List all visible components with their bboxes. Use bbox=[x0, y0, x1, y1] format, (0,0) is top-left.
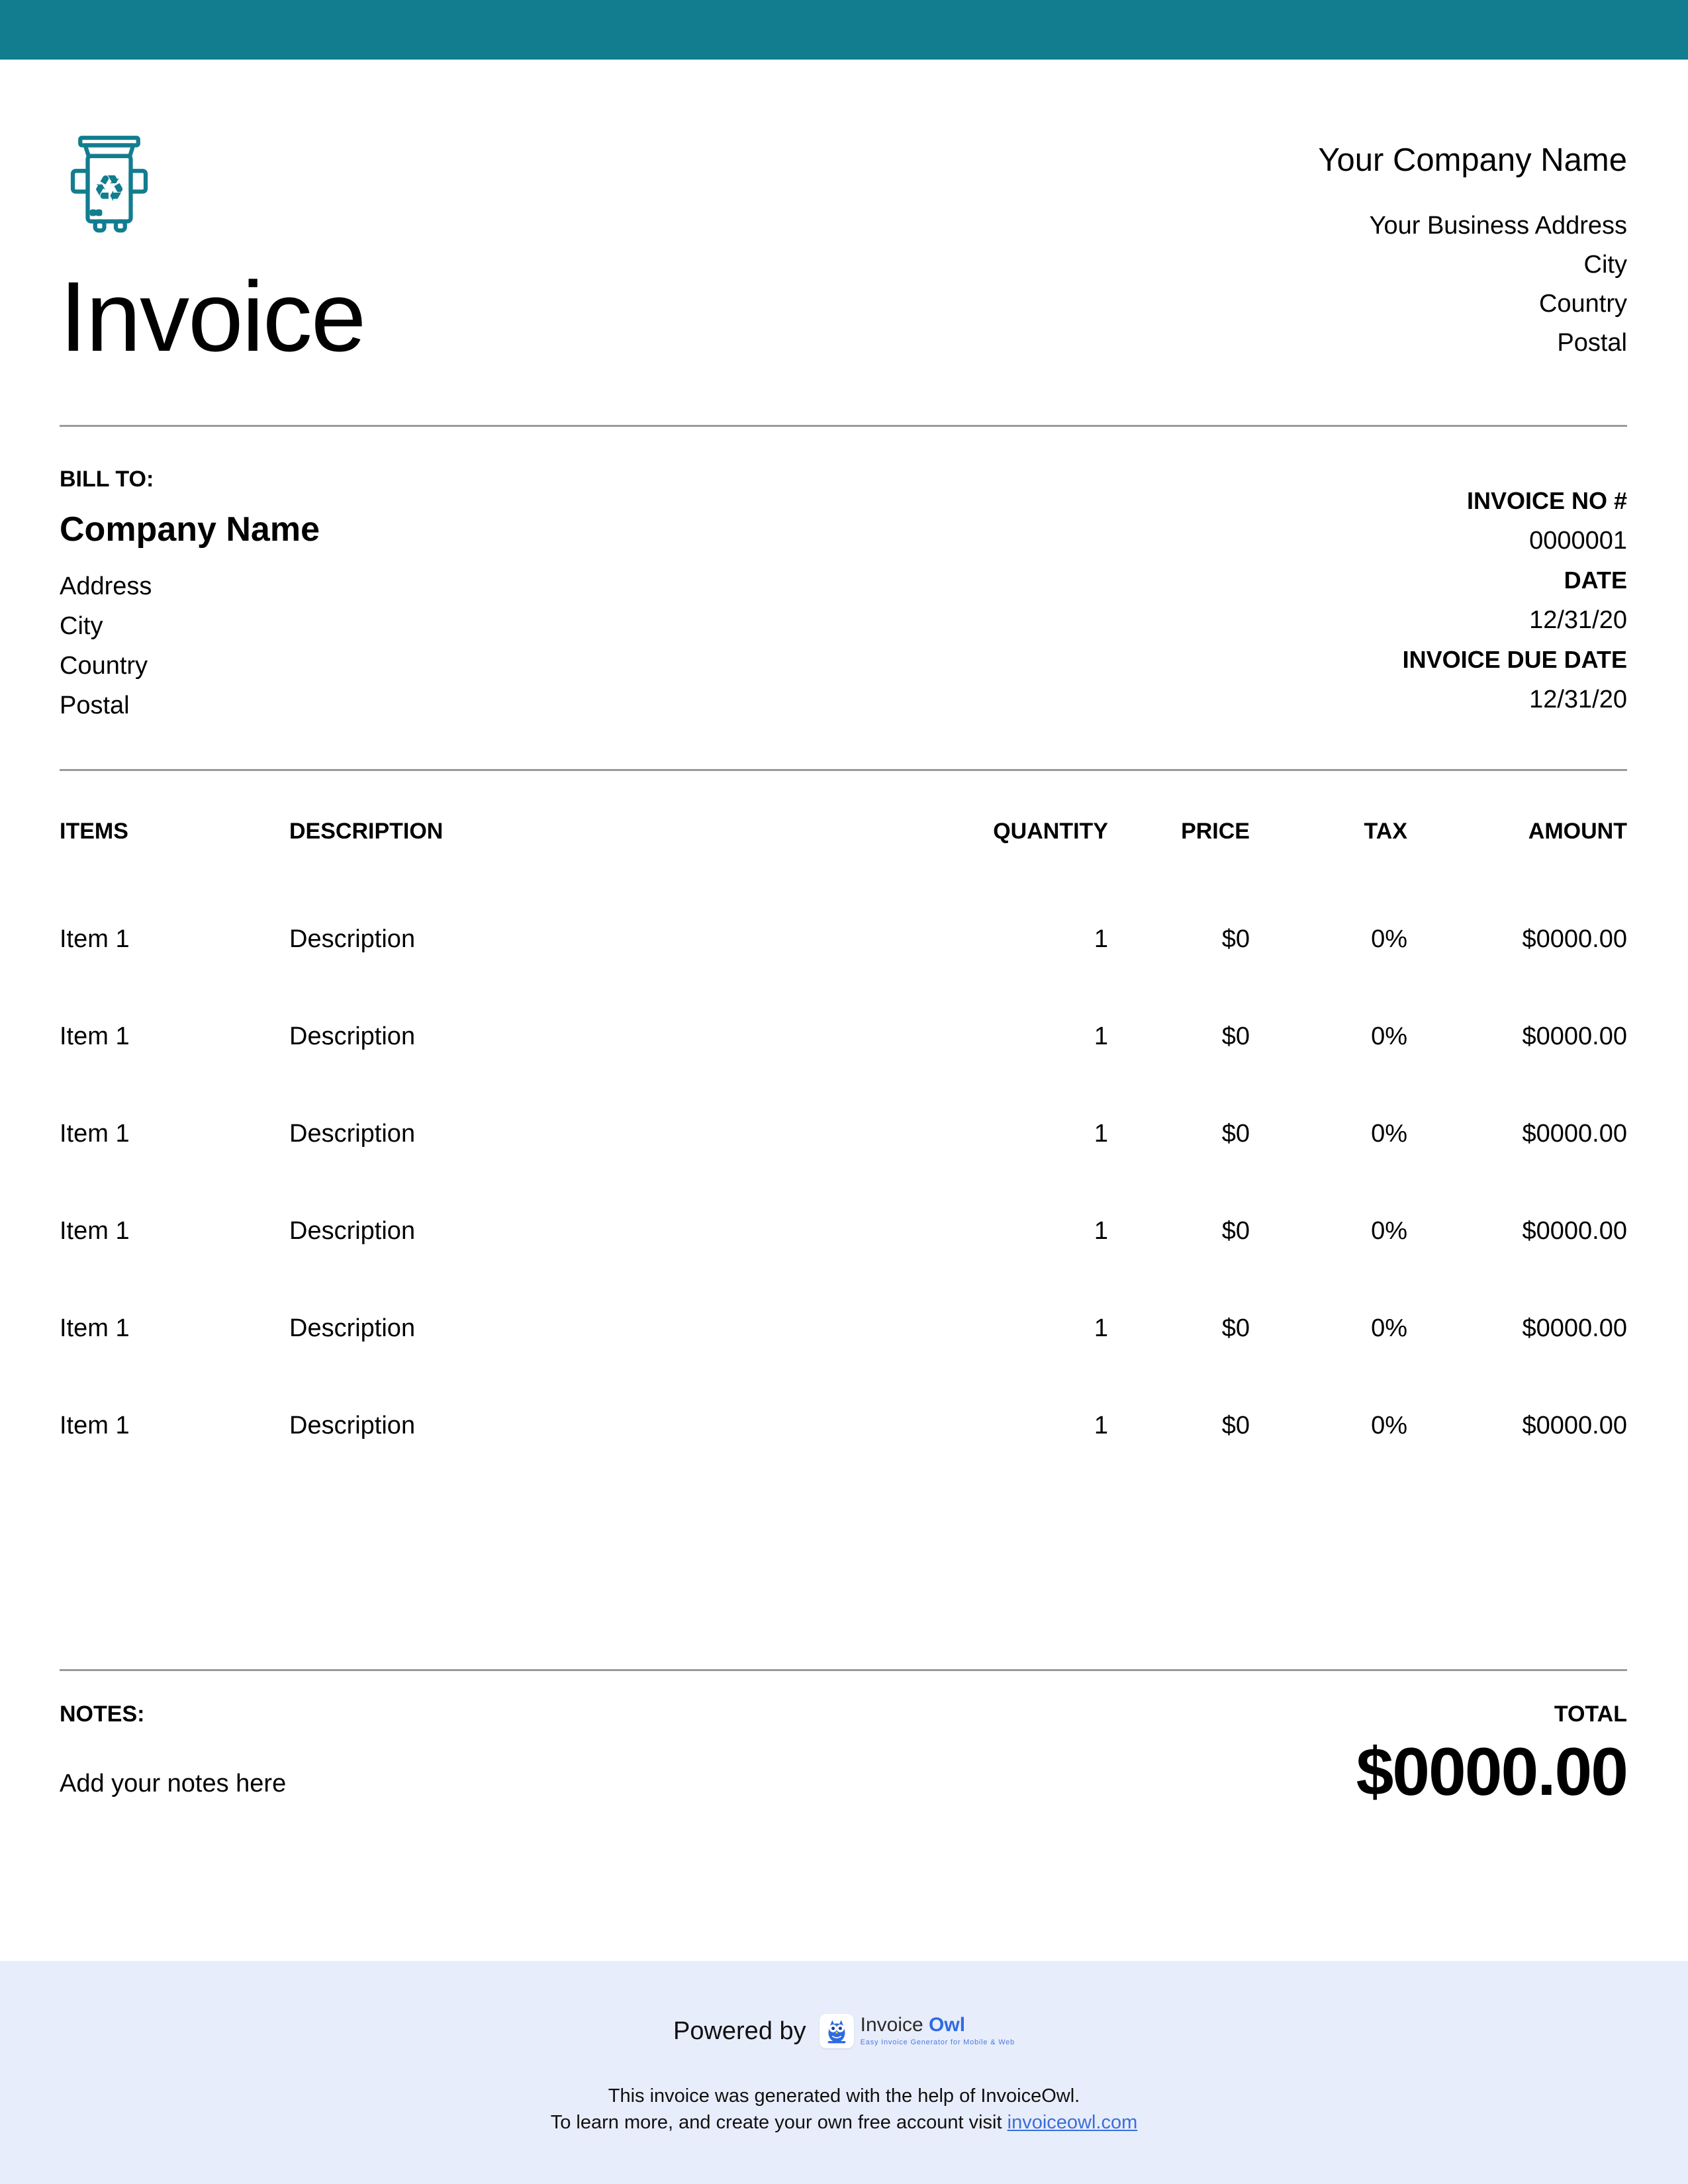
item-amount-cell: $0000.00 bbox=[1522, 1411, 1627, 1439]
dumpster-recycle-icon bbox=[60, 134, 159, 233]
item-quantity-cell: 1 bbox=[1094, 1216, 1108, 1245]
item-description-cell: Description bbox=[289, 925, 416, 953]
footer bbox=[0, 1961, 1688, 2184]
item-tax-cell: 0% bbox=[1371, 1022, 1407, 1050]
company-address-line: City bbox=[1583, 251, 1627, 279]
column-header-description: DESCRIPTION bbox=[289, 818, 444, 844]
company-address-line: Country bbox=[1538, 290, 1627, 318]
company-address-line: Your Business Address bbox=[1369, 212, 1627, 240]
footer-note-line1: This invoice was generated with the help of InvoiceOwl. bbox=[608, 2085, 1080, 2107]
item-quantity-cell: 1 bbox=[1094, 1411, 1108, 1439]
total-value: $0000.00 bbox=[1356, 1733, 1627, 1809]
brand-name: Invoice Owl bbox=[860, 2014, 966, 2036]
item-amount-cell: $0000.00 bbox=[1522, 1119, 1627, 1148]
table-row bbox=[60, 1314, 1627, 1343]
bill-to-company: Company Name bbox=[60, 510, 320, 549]
item-quantity-cell: 1 bbox=[1094, 1022, 1108, 1050]
invoice-date-label: DATE bbox=[1564, 566, 1627, 594]
invoice-meta-block bbox=[1403, 467, 1627, 725]
invoice-due-date-value: 12/31/20 bbox=[1529, 685, 1627, 713]
total-block bbox=[1356, 1701, 1627, 1809]
invoice-number-label: INVOICE NO # bbox=[1466, 486, 1627, 514]
item-amount-cell: $0000.00 bbox=[1522, 925, 1627, 953]
item-quantity-cell: 1 bbox=[1094, 925, 1108, 953]
item-tax-cell: 0% bbox=[1371, 1314, 1407, 1342]
page-title: Invoice bbox=[60, 261, 365, 372]
invoice-date-value: 12/31/20 bbox=[1529, 606, 1627, 634]
brand-left bbox=[60, 134, 365, 372]
item-name-cell: Item 1 bbox=[60, 925, 130, 953]
invoice-number-value: 0000001 bbox=[1529, 526, 1627, 555]
item-name-cell: Item 1 bbox=[60, 1314, 130, 1342]
table-row bbox=[60, 1412, 1627, 1440]
bill-to-address-line: Country bbox=[60, 651, 148, 680]
table-row bbox=[60, 925, 1627, 954]
top-accent-bar bbox=[0, 0, 1688, 60]
bill-to-address-line: Address bbox=[60, 572, 152, 600]
powered-by-label: Powered by bbox=[673, 2017, 806, 2045]
item-name-cell: Item 1 bbox=[60, 1119, 130, 1148]
item-amount-cell: $0000.00 bbox=[1522, 1022, 1627, 1050]
company-block bbox=[1318, 134, 1627, 363]
table-row bbox=[60, 1023, 1627, 1051]
item-price-cell: $0 bbox=[1221, 1411, 1250, 1439]
item-description-cell: Description bbox=[289, 1216, 416, 1245]
item-description-cell: Description bbox=[289, 1119, 416, 1148]
total-label: TOTAL bbox=[1554, 1701, 1627, 1727]
bill-to-address bbox=[60, 567, 320, 725]
notes-value: Add your notes here bbox=[60, 1769, 287, 1797]
billing-row bbox=[60, 467, 1627, 725]
item-price-cell: $0 bbox=[1221, 1216, 1250, 1245]
column-header-price: PRICE bbox=[1181, 818, 1250, 844]
table-row bbox=[60, 1120, 1627, 1148]
invoice-content bbox=[0, 134, 1688, 1809]
divider bbox=[60, 425, 1627, 427]
item-price-cell: $0 bbox=[1221, 1314, 1250, 1342]
item-tax-cell: 0% bbox=[1371, 1411, 1407, 1439]
divider bbox=[60, 769, 1627, 771]
company-address-line: Postal bbox=[1557, 329, 1627, 357]
item-name-cell: Item 1 bbox=[60, 1216, 130, 1245]
column-header-amount: AMOUNT bbox=[1528, 818, 1627, 844]
notes-label: NOTES: bbox=[60, 1701, 145, 1727]
item-description-cell: Description bbox=[289, 1314, 416, 1342]
bill-to-label: BILL TO: bbox=[60, 466, 154, 492]
notes-total-row bbox=[60, 1701, 1627, 1809]
item-quantity-cell: 1 bbox=[1094, 1314, 1108, 1342]
notes-block bbox=[60, 1702, 286, 1798]
bill-to-address-line: City bbox=[60, 612, 103, 640]
invoice-due-date-label: INVOICE DUE DATE bbox=[1402, 645, 1627, 673]
bill-to-address-line: Postal bbox=[60, 691, 130, 719]
column-header-items: ITEMS bbox=[60, 818, 128, 844]
brand-text bbox=[861, 2014, 1015, 2046]
invoiceowl-link[interactable]: invoiceowl.com bbox=[1007, 2112, 1138, 2133]
table-row bbox=[60, 1217, 1627, 1246]
column-header-tax: TAX bbox=[1364, 818, 1407, 844]
item-price-cell: $0 bbox=[1221, 1022, 1250, 1050]
item-quantity-cell: 1 bbox=[1094, 1119, 1108, 1148]
item-description-cell: Description bbox=[289, 1022, 416, 1050]
company-address bbox=[1318, 206, 1627, 363]
item-name-cell: Item 1 bbox=[60, 1022, 130, 1050]
item-tax-cell: 0% bbox=[1371, 1216, 1407, 1245]
powered-by-row bbox=[0, 1961, 1688, 2048]
brand-tagline: Easy Invoice Generator for Mobile & Web bbox=[860, 2038, 1015, 2046]
invoiceowl-logo bbox=[820, 2014, 1015, 2048]
item-price-cell: $0 bbox=[1221, 925, 1250, 953]
footer-note-line2: To learn more, and create your own free account visit invoiceowl.com bbox=[550, 2112, 1138, 2133]
item-description-cell: Description bbox=[289, 1411, 416, 1439]
column-header-quantity: QUANTITY bbox=[993, 818, 1108, 844]
item-tax-cell: 0% bbox=[1371, 1119, 1407, 1148]
divider bbox=[60, 1669, 1627, 1671]
item-price-cell: $0 bbox=[1221, 1119, 1250, 1148]
items-table-header bbox=[60, 819, 1627, 844]
header-row bbox=[60, 134, 1627, 372]
item-amount-cell: $0000.00 bbox=[1522, 1216, 1627, 1245]
bill-to-block bbox=[60, 467, 320, 725]
svg-text:♻: ♻ bbox=[93, 167, 126, 210]
owl-icon bbox=[820, 2014, 854, 2048]
item-tax-cell: 0% bbox=[1371, 925, 1407, 953]
footer-note bbox=[0, 2083, 1688, 2136]
company-name: Your Company Name bbox=[1318, 142, 1627, 178]
item-name-cell: Item 1 bbox=[60, 1411, 130, 1439]
item-amount-cell: $0000.00 bbox=[1522, 1314, 1627, 1342]
